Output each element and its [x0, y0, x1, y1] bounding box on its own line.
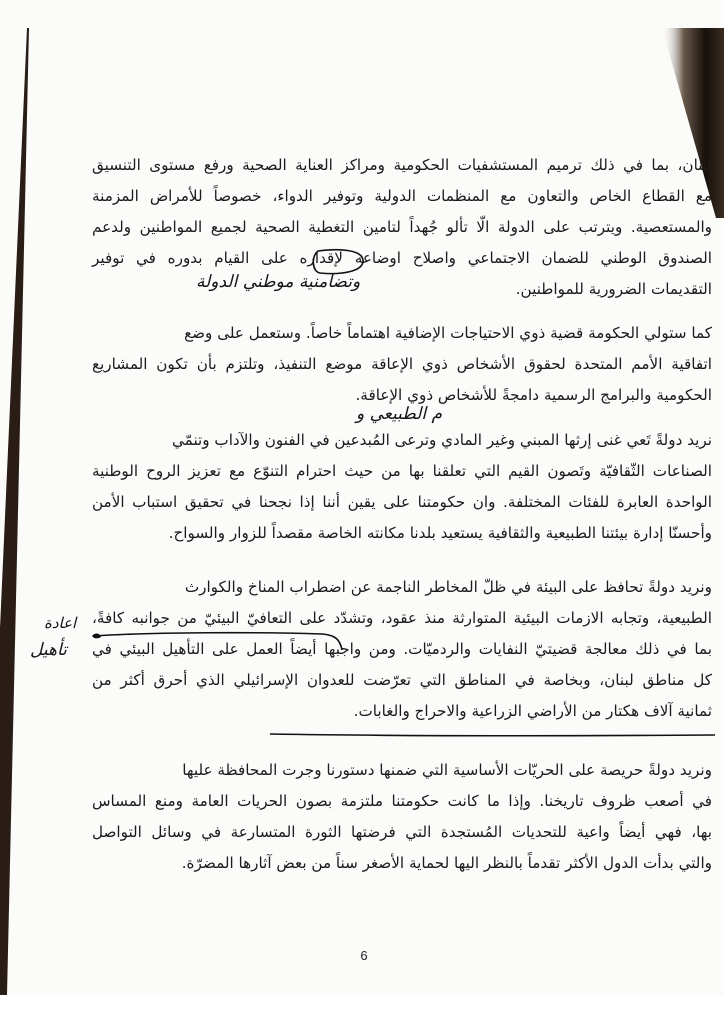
text-line: كل مناطق لبنان، وبخاصة في المناطق التي تعرّضت للعدوان الإسرائيلي الذي أحرق أكثر من — [92, 671, 712, 689]
text-line: لبنان، بما في ذلك ترميم المستشفيات الحكومية ومراكز العناية الصحية ورفع مستوى التنسيق — [92, 156, 712, 174]
text-line: التقديمات الضرورية للمواطنين. — [515, 280, 712, 298]
paragraph-2 — [92, 318, 712, 413]
text-line: مع القطاع الخاص والتعاون مع المنظمات الدولية وتوفير الدواء، خصوصاً للأمراض المزمنة — [92, 187, 712, 205]
text-line: الحكومية والبرامج الرسمية دامجةً للأشخاص ذوي الإعاقة. — [355, 386, 712, 404]
text-line: الواحدة العابرة للفئات المختلفة. وان حكومتنا على يقين أننا إذا نجحنا في تحقيق استباب الأمن — [92, 493, 712, 511]
text-line: بما في ذلك معالجة قضيتيّ النفايات والردميّات. ومن واجبها أيضاً العمل على التأهيل البيئي في — [92, 640, 712, 658]
text-line: ثمانية آلاف هكتار من الأراضي الزراعية والاحراج والغابات. — [353, 702, 712, 720]
text-line: كما ستولي الحكومة قضية ذوي الاحتياجات الإضافية اهتماماً خاصاً. وستعمل على وضع — [184, 324, 712, 342]
paragraph-4 — [92, 572, 712, 737]
text-line: ونريد دولةً تحافظ على البيئة في ظلّ المخاطر الناجمة عن اضطراب المناخ والكوارث — [184, 578, 712, 596]
text-line: ونريد دولةً حريصة على الحريّات الأساسية التي ضمنها دستورنا وجرت المحافظة عليها — [182, 761, 712, 779]
text-line: الصناعات الثّقافيّة وتَصون القيم التي تعلقنا بها من حيث احترام التنوّع مع تعزيز الروح الوطنية — [92, 462, 712, 480]
text-line: والتي بدأت الدول الأكثر تقدماً بالنظر اليها لحماية الأصغر سناً من بعض آثارها المضرّة. — [181, 854, 712, 872]
text-line: الطبيعية، وتجابه الازمات البيئية المتوارثة منذ عقود، وتشدّد على التعافيّ البيئيّ من جوانبه كافةً، — [92, 609, 712, 627]
paragraph-1 — [92, 150, 712, 300]
text-line: وأحسنّا إدارة بيئتنا الطبيعية والثقافية يستعيد بلدنا مكانته الخاصة مقصداً للزوار والسواح. — [168, 524, 712, 542]
handwritten-margin-note-line1: اعادة — [44, 614, 77, 632]
page-number: 6 — [360, 948, 368, 963]
page-edge-shadow — [0, 28, 30, 995]
text-line: نريد دولةً تَعي غنى إرثها المبني وغير المادي وترعى المُبدعين في الفنون والآداب وتنمّي — [172, 431, 712, 449]
paragraph-3 — [92, 425, 712, 555]
handwritten-insertion-solidarity: وتضامنية موطني الدولة — [196, 272, 361, 292]
text-line: بها، فهي أيضاً واعية للتحديات المُستجدة التي فرضتها الثورة المتسارعة في وسائل التواصل — [92, 823, 712, 841]
text-line: والمستعصية. ويترتب على الدولة الّا تألو جُهداً لتامين التغطية الصحية لجميع المواطنين ولدعم — [92, 218, 712, 236]
text-line: في أصعب ظروف تاريخنا. وإذا ما كانت حكومتنا ملتزمة بصون الحريات العامة ومنع المساس — [92, 792, 712, 810]
handwritten-arrow — [92, 630, 352, 654]
text-line: الصندوق الوطني للضمان الاجتماعي واصلاح اوضاعه لإقداره على القيام بدوره في توفير — [92, 249, 712, 267]
handwritten-underline — [270, 730, 715, 740]
bottom-margin — [0, 995, 724, 1024]
paragraph-5 — [92, 755, 712, 885]
handwritten-insertion-heritage: م الطبيعي و — [356, 404, 443, 424]
text-line: اتفاقية الأمم المتحدة لحقوق الأشخاص ذوي الإعاقة موضع التنفيذ، وتلتزم بأن تكون المشاريع — [92, 355, 712, 373]
handwritten-margin-note-line2: تأهيل — [30, 640, 67, 660]
